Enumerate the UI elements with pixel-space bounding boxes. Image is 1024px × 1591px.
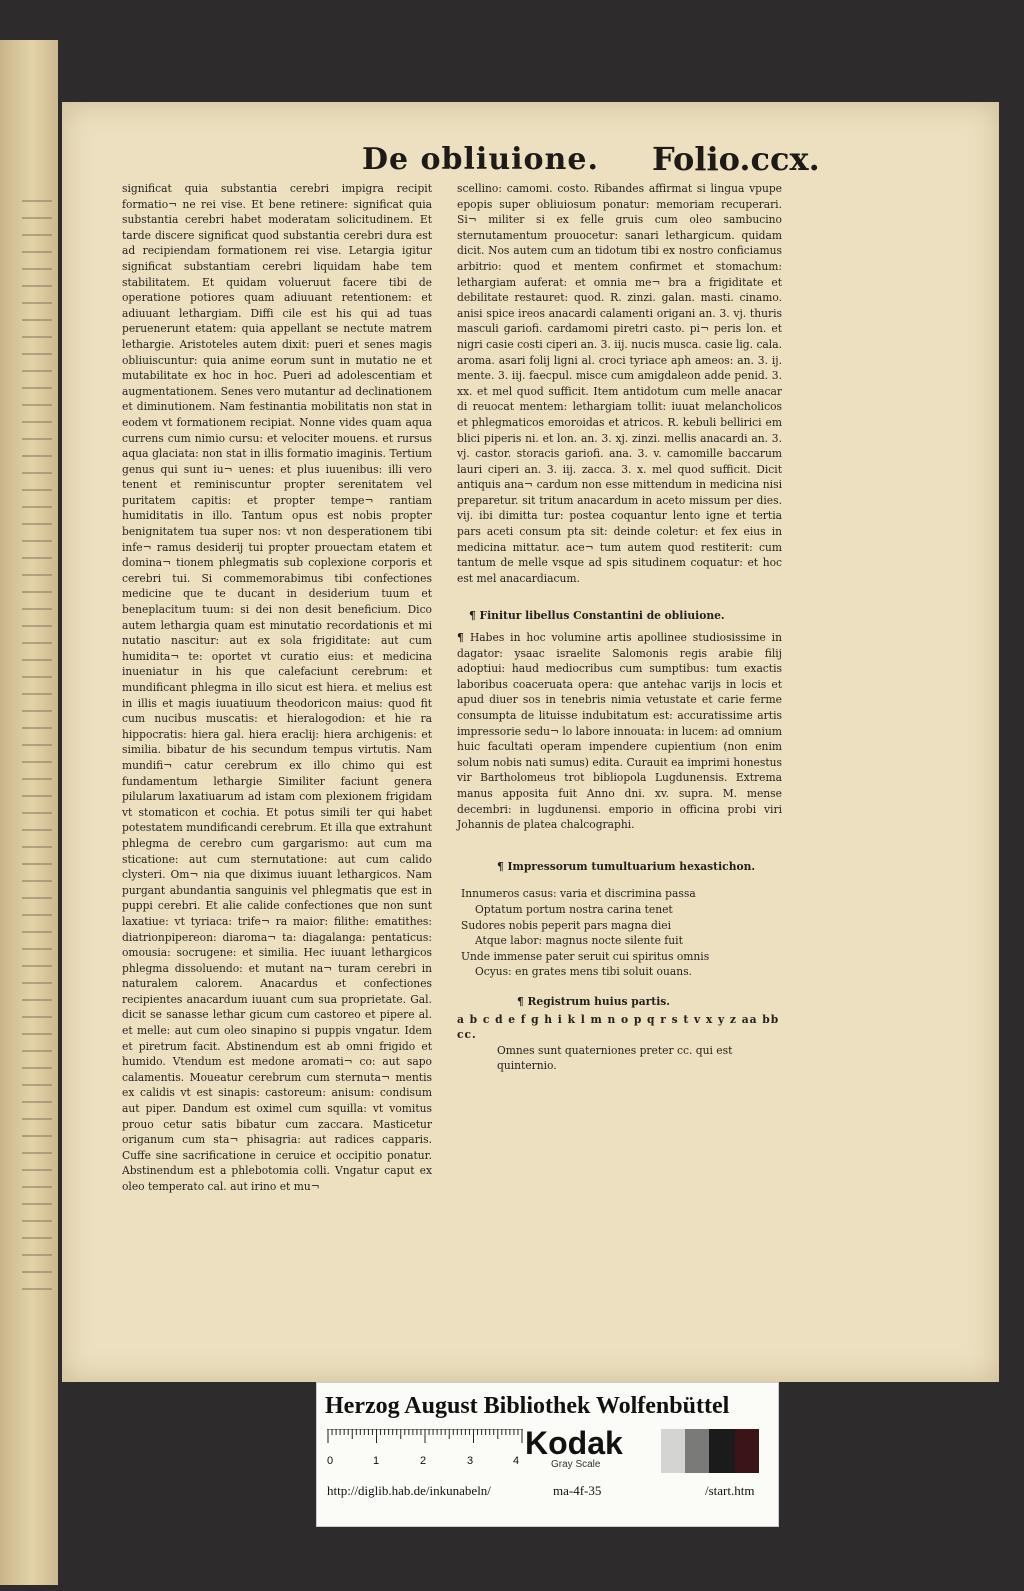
ruler-scale [327, 1429, 523, 1455]
hexastichon-heading-text: Impressorum tumultuarium hexastichon. [507, 859, 756, 873]
colophon-heading [469, 608, 782, 624]
ruler-number: 3 [467, 1455, 474, 1467]
left-page-text-fragments [22, 200, 52, 1300]
verse-line: Innumeros casus: varia et discrimina passa [461, 887, 696, 901]
verse-line: Optatum portum nostra carina tenet [475, 902, 673, 916]
book-page [62, 102, 999, 1382]
pilcrow-icon: ¶ [457, 631, 470, 645]
colophon-heading-text: Finitur libellus Constantini de obliuione. [479, 609, 725, 623]
ruler-number: 2 [420, 1455, 427, 1467]
register-heading-text: Registrum huius partis. [527, 994, 671, 1008]
shelfmark: ma-4f-35 [553, 1483, 602, 1498]
verse-line: Unde immense pater seruit cui spiritus omnis [461, 949, 710, 963]
verse-line: Atque labor: magnus nocte silente fuit [475, 934, 683, 948]
hexastichon-heading [497, 859, 782, 875]
page-title: De obliuione. [362, 142, 599, 177]
gray-scale-swatches [661, 1429, 759, 1473]
measurement-ruler [327, 1429, 523, 1467]
colophon-body: Habes in hoc volumine artis apollinee studiosissime in dagator: ysaac israelite Salomonis regis arabie filij adoptiui: haud mediocribus cum sumptibus: tum exactis laboribus coaceruata opera: que antehac varijs in locis et apud diuer sos in tenebris nimia vetustate et carie ferme consumpta de lituisse indubitatum est: accuratissime artis impressorie sedu¬ lo labore innouata: in lucem: ad omnium huic facultati operam impendere cupientium (non enim solum nobis nati sumus) edita. Curauit ea imprimi honestus vir Bartholomeus trot bibliopola Lugdunensis. Extrema manus apposita fuit Anno dni. xv. supra. M. mense decembri: in lugdunensi. emporio in officina probi viri Johannis de platea chalcographi. [457, 631, 782, 832]
gray-scale-label: Gray Scale [551, 1459, 601, 1470]
verse-line: Sudores nobis peperit pars magna diei [461, 918, 672, 932]
colophon-text [457, 630, 782, 833]
swatch-light [661, 1429, 685, 1473]
register-heading [517, 994, 782, 1010]
start-page: /start.htm [705, 1483, 755, 1498]
ruler-number: 4 [513, 1455, 520, 1467]
color-calibration-target [316, 1382, 779, 1527]
library-url: http://diglib.hab.de/inkunabeln/ [327, 1483, 491, 1498]
library-name: Herzog August Bibliothek Wolfenbüttel [325, 1393, 730, 1419]
swatch-dark [709, 1429, 735, 1473]
verse-line: Ocyus: en grates mens tibi soluit ouans. [475, 965, 692, 979]
ruler-number: 0 [327, 1455, 334, 1467]
folio-number: Folio.ccx. [652, 140, 820, 178]
ruler-number: 1 [373, 1455, 380, 1467]
right-column-text: scellino: camomi. costo. Ribandes affirmat si lingua vpupe epopis super obliuiosum ponatur: memoriam recuperari. Si¬ militer si ex felle gruis cum oleo sambucino sternutamentum prouocetur: sanari lethargicum. quidam dicit. Nos autem cum an tidotum tibi ex nostro conficiamus arbitrio: quod et mentem confirmet et stomachum: lethargiam auferat: et omnia me¬ bra a frigiditate et debilitate restauret: quod. R. zinzi. galan. masti. cinamo. anisi spice ireos anacardi calamenti origani an. 3. vj. thuris masculi gariofi. cardamomi piretri casto. pi¬ peris lon. et nigri casie costi ciperi an. 3. iij. nucis musca. casie lig. cala. aroma. asari folij ligni al. croci tyriace aph ameos: an. 3. ij. mente. 3. iij. faecpul. misce cum amigdaleon adde penid. 3. xx. et mel quod sufficit. Item antidotum cum melle anacar di reuocat mentem: lethargiam tollit: iuuat melancholicos et phlegmaticos emoroidas et atricos. R. kebuli bellirici em blici piperis ni. et lon. an. 3. xj. zinzi. mellis anacardi an. 3. vj. castor. storacis gariofi. ana. 3. v. camomille baccarum lauri ciperi an. 3. iij. zacca. 3. x. mel quod sufficit. Dicit antiquis ana¬ cardum non esse mittendum in medicina nisi preparetur. sit tritum anacardum in aceto missum per dies. vij. ibi dimitta tur: postea coquantur lento igne et tertia pars aceti consum pta sit: deinde coletur: et fex eius in medicina mittatur. ace¬ tum autem quod restiterit: cum tantum de melle vsque ad spis situdinem coquatur: et hoc est mel anacardiacum. [457, 182, 782, 585]
left-page-edge [0, 40, 58, 1585]
left-column [122, 181, 432, 1195]
right-column [457, 181, 782, 1074]
register-letters: a b c d e f g h i k l m n o p q r s t v x y z aa bb cc. [457, 1012, 780, 1042]
kodak-logo: Kodak [525, 1425, 623, 1461]
swatch-deep [735, 1429, 759, 1473]
pilcrow-icon: ¶ [469, 609, 480, 623]
hexastichon-verse [457, 886, 782, 980]
swatch-mid [685, 1429, 709, 1473]
pilcrow-icon: ¶ [497, 859, 508, 873]
register-note: Omnes sunt quaterniones preter cc. qui est quinternio. [497, 1043, 733, 1073]
left-column-text: significat quia substantia cerebri impigra recipit formatio¬ ne rei vise. Et bene retinere: significat quia substantia cerebri habet moderatam solicitudinem. Et tarde discere significat quod substantia cerebri dura est ad recipiendam formationem rei vise. Letargia igitur significat substantiam cerebri liquidam habe tem stabilitatem. Et quidam volueruut facere tibi de operatione potiores quam adiuuant retentionem: et adiuuant lethargiam. Diffi cile est his qui ad tuas peruenerunt etatem: quia appellant se nectute matrem lethargie. Aristoteles autem dixit: pueri et senes magis obliuiscuntur: quia anime eorum sunt in mutatio ne et mutabilitate ex hoc in hoc. Pueri ad adolescentiam et augmentationem. Senes vero mutantur ad declinationem et diminutionem. Nam festinantia mobilitatis non stat in eodem vt formationem recipiat. Nonne vides quam aqua currens cum nimio cursu: et velociter mouens. et rursus aqua glaciata: non stat in illis formatio imaginis. Tertium genus qui sunt iu¬ uenes: et plus iuuenibus: illi vero tenent et reminiscuntur propter serenitatem vel puritatem capitis: et propter tempe¬ rantiam humiditatis in illo. Tantum opus est nobis propter benignitatem tua super nos: vt non desperationem tibi infe¬ ramus desiderij tui propter prouectam etatem et domina¬ tionem phlegmatis sub coplexione corporis et cerebri tui. Si commemorabimus tibi confectiones medicine que te ducant in desiderium tuum et beneplacitum tuum: si dei non desit beneficium. Dico autem lethargia quam est minutatio recordationis et mi nutatio nascitur: aut ex sola frigiditate: aut cum humidita¬ te: oportet vt curatio eius: et medicina inueniatur in his que calefaciunt cerebrum: et mundificant phlegma in illo sicut est hiera. et melius est in illis et magis iuuatiuum theodoricon maius: quod fit cum nucibus muscatis: et hieralogodion: et hie ra hippocratis: hiera gal. hiera eraclij: hiera archigenis: et similia. bibatur de his secundum tempus virtutis. Nam mundifi¬ catur cerebrum ex illo chimo qui est fundamentum lethargie Similiter faciunt genera pilularum laxatiuarum ad istam com plexionem frigidam vt stomaticon et cochia. Et potus simili ter qui habet potestatem mundificandi cerebrum. Et illa que extrahunt phlegma de cerebro cum gargarismo: aut cum ma sticatione: aut cum sternutatione: aut cum calido clysteri. Om¬ nia que diximus iuuant lethargicos. Nam purgant abundantia sanguinis vel phlegmatis que est in puppi cerebri. Et alie calide confectiones que non sunt laxatiue: vt tyriaca: trife¬ ra maior: filithe: ematithes: diatrionpipereon: diaroma¬ ta: diagalanga: pentaticus: omousia: socrugene: et similia. Hec iuuant lethargicos phlegma dissoluendo: et mutant na¬ turam cerebri in naturalem calorem. Anacardus et confectiones recipientes anacardum iuuant cum sua proprietate. Gal. dicit se sanasse lethar gicum cum castoreo et pipere al. et melle: aut cum oleo sinapino si puppis vngatur. Idem et piretrum facit. Abstinendum est ab omni frigido et humido. Vtendum est medone aromati¬ co: aut sapo calamentis. Moueatur cerebrum cum sternuta¬ mentis ex calidis vt est sinapis: castoreum: anisum: condisum aut piper. Dandum est oximel cum squilla: vt vomitus prouo cetur satis bibatur cum zaccara. Masticetur origanum cum sta¬ phisagria: aut radices capparis. Cuffe sine sacrificatione in ceruice et occipitio ponatur. Abstinendum est a phlebotomia colli. Vngatur caput ex oleo temperato cal. aut irino et mu¬ [122, 182, 432, 1193]
pilcrow-icon: ¶ [517, 994, 528, 1008]
